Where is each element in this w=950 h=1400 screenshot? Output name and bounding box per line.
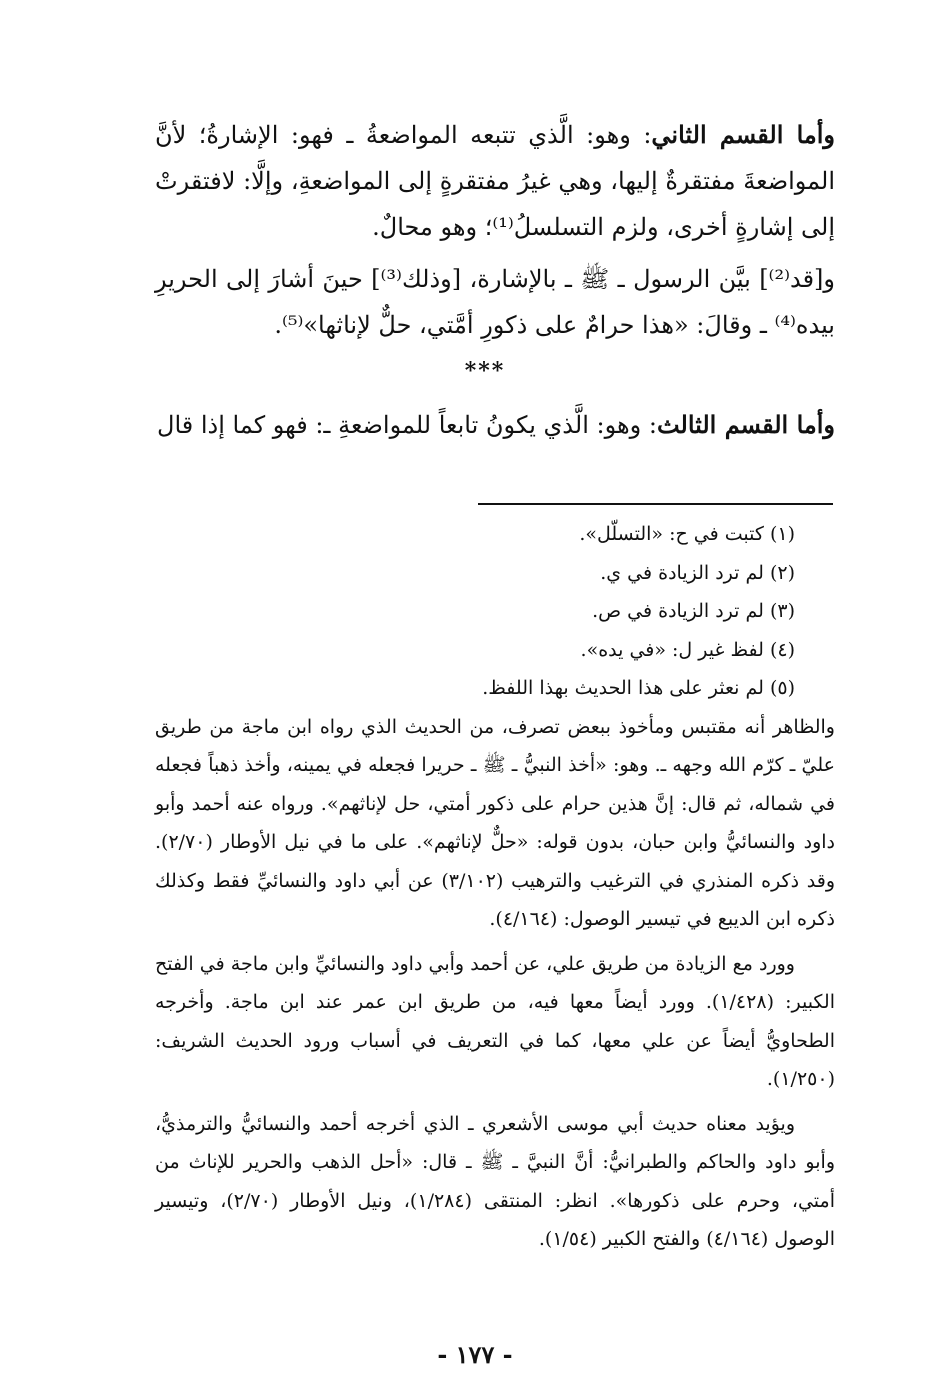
footnotes <box>155 515 835 1259</box>
paragraph-text: : وهو: الَّذي يكونُ تابعاً للمواضعةِ ـ: فهو كما إذا قال <box>157 411 657 439</box>
paragraph-silk-hadith: و[قد⁽²⁾] بيَّن الرسول ـ ﷺ ـ بالإشارة، [وذلك⁽³⁾] حينَ أشارَ إلى الحريرِ بيده⁽⁴⁾ ـ وقالَ: «هذا حرامٌ على ذكورِ أمَّتي، حلٌّ لإناثها»⁽⁵⁾. <box>155 265 835 339</box>
main-text <box>155 112 835 348</box>
page-number: - ١٧٧ - <box>437 1340 513 1369</box>
footnote-2: (٢) لم ترد الزيادة في ي. <box>600 561 795 584</box>
paragraph-text: : وهو: الَّذي تتبعه المواضعةُ ـ فهو: الإشارةُ؛ لأنَّ المواضعةَ مفتقرةٌ إليها، وهي غيرُ مفتقرةٍ إلى المواضعةِ، وإلَّا: لافتقرتْ إلى إشارةٍ أخرى، ولزم التسلسلُ⁽¹⁾؛ وهو محالٌ. <box>155 121 835 241</box>
footnote-divider <box>478 503 833 505</box>
paragraph-second-section <box>155 112 835 250</box>
footnote-5-commentary: والظاهر أنه مقتبس ومأخوذ ببعض تصرف، من الحديث الذي رواه ابن ماجة من طريق عليّ ـ كرّم الله وجهه ـ. وهو: «أخذ النبيُّ ـ ﷺ ـ حريرا فجعله في يمينه، وأخذ ذهباً فجعله في شماله، ثم قال: إنَّ هذين حرام على ذكور أمتي، حل لإناثهم». ورواه عنه أحمد وأبو داود والنسائيُّ وابن حبان، بدون قوله: «حلٌّ لإناثهم». على ما في نيل الأوطار (٢/٧٠). وقد ذكره المنذري في الترغيب والترهيب (٣/١٠٢) عن أبي داود والنسائيِّ فقط وكذلك ذكره ابن الديبع في تيسير الوصول: (٤/١٦٤). <box>155 715 835 930</box>
footnote-5-additional-sources: وورد مع الزيادة من طريق علي، عن أحمد وأبي داود والنسائيِّ وابن ماجة في الفتح الكبير: (١/٤٢٨). وورد أيضاً معها فيه، من طريق ابن عمر عند ابن ماجة. وأخرجه الطحاويُّ أيضاً عن علي معها، كما في التعريف في أسباب ورود الحديث الشريف: (١/٢٥٠). <box>155 952 835 1090</box>
section-heading-second: وأما القسم الثاني <box>651 120 836 149</box>
footnote-4: (٤) لفظ غير ل: «في يده». <box>580 638 795 661</box>
section-heading-third: وأما القسم الثالث <box>656 410 835 439</box>
footnote-3: (٣) لم ترد الزيادة في ص. <box>592 600 795 622</box>
footnote-1: (١) كتبت في ح: «التسلّل». <box>579 523 795 545</box>
footnote-5: (٥) لم نعثر على هذا الحديث بهذا اللفظ. <box>482 677 795 699</box>
section-separator: *** <box>464 358 506 384</box>
paragraph-third-section <box>155 402 835 448</box>
footnote-5-supporting-hadith: ويؤيد معناه حديث أبي موسى الأشعري ـ الذي أخرجه أحمد والنسائيُّ والترمذيُّ، وأبو داود والحاكم والطبرانيُّ: أنَّ النبيَّ ـ ﷺ ـ قال: «أحل الذهب والحرير للإناث من أمتي، وحرم على ذكورها». انظر: المنتقى (١/٢٨٤)، ونيل الأوطار (٢/٧٠)، وتيسير الوصول (٤/١٦٤) والفتح الكبير (١/٥٤). <box>155 1112 835 1250</box>
